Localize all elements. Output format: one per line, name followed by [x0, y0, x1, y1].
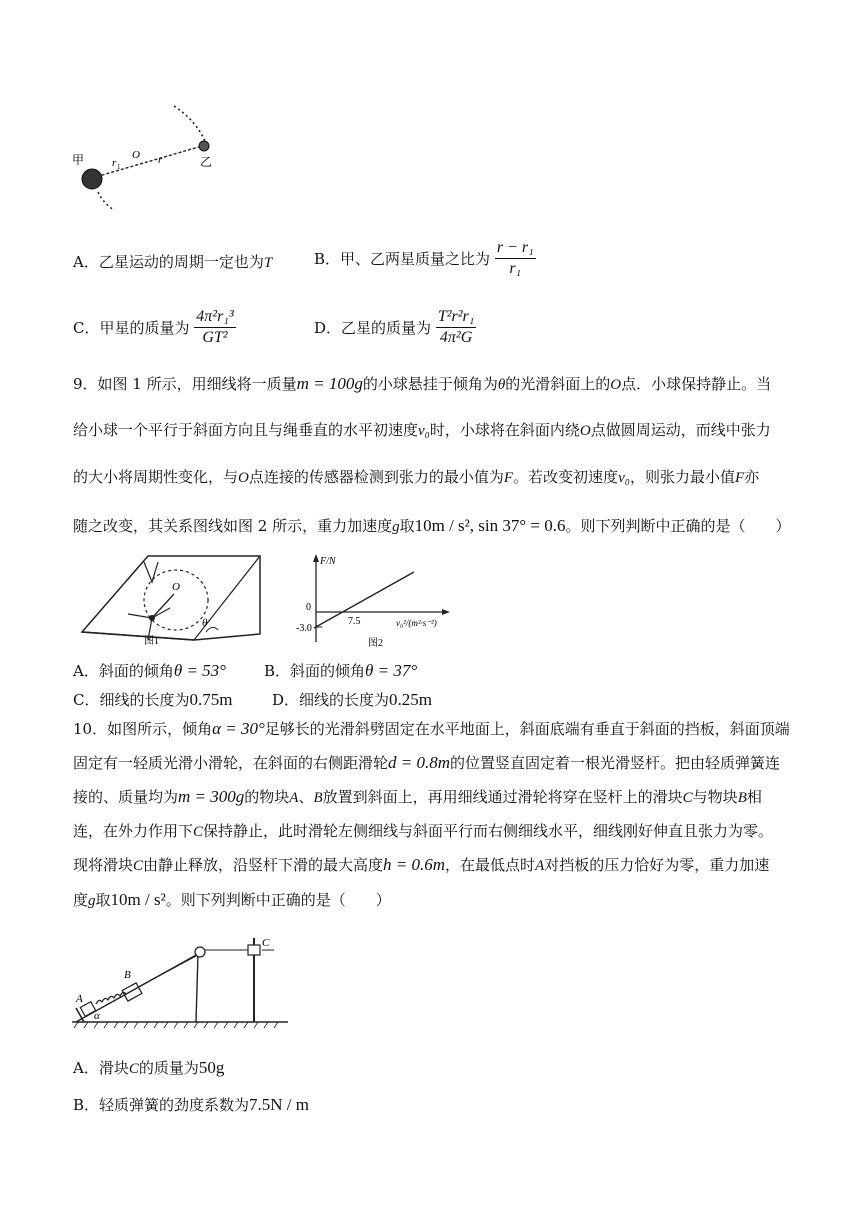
fig10-alpha: α	[94, 1010, 100, 1022]
q9-line-4: 随之改变，其关系图线如图 2 所示，重力加速度g取10m / s², sin 37° = 0.6。则下列判断中正确的是（ ）	[73, 516, 791, 535]
label-O: O	[132, 149, 140, 161]
q10-line-3: 接的、质量均为m = 300g的物块A、B放置到斜面上，再用细线通过滑轮将穿在竖杆上的滑块C与物块B相	[73, 787, 762, 806]
q8-option-a: A．乙星运动的周期一定也为T	[73, 253, 273, 271]
q9-option-c: C．细线的长度为0.75m	[73, 690, 233, 709]
q10-line-1: 10．如图所示，倾角α = 30°足够长的光滑斜劈固定在水平地面上，斜面底端有垂直于斜面的挡板，斜面顶端	[73, 719, 790, 738]
fig10-B: B	[124, 969, 131, 981]
q10-line-5: 现将滑块C由静止释放，沿竖杆下滑的最大高度h = 0.6m，在最低点时A对挡板的压力恰好为零，重力加速	[73, 855, 770, 874]
fig2-xint: 7.5	[348, 616, 361, 627]
q10-line-6: 度g取10m / s²。则下列判断中正确的是（ ）	[73, 890, 391, 909]
q10-line-2: 固定有一轻质光滑小滑轮，在斜面的右侧距滑轮d = 0.8m的位置竖直固定着一根光滑竖杆。把由轻质弹簧连	[73, 753, 781, 772]
fig10-C: C	[262, 937, 270, 949]
q9-option-b: B．斜面的倾角θ = 37°	[264, 661, 418, 680]
q9-option-d: D．细线的长度为0.25m	[272, 690, 433, 709]
fig1-caption: 图1	[144, 636, 159, 647]
q10-line-4: 连，在外力作用下C保持静止，此时滑轮左侧细线与斜面平行而右侧细线水平，细线刚好伸直且张力为零。	[73, 822, 774, 840]
fig2-ylabel: F/N	[320, 556, 336, 567]
fig1-O: O	[172, 581, 180, 593]
fig10-A: A	[76, 993, 83, 1005]
q9-line-2: 给小球一个平行于斜面方向且与绳垂直的水平初速度v₀时，小球将在斜面内绕O点做圆周运动，而线中张力	[73, 421, 771, 439]
q9-line-1: 9．如图 1 所示，用细线将一质量m = 100g的小球悬挂于倾角为θ的光滑斜面上的O点．小球保持静止。当	[73, 374, 772, 393]
q9-figure-2	[296, 550, 466, 650]
label-jia: 甲	[72, 153, 85, 167]
fig2-caption: 图2	[368, 638, 383, 649]
binary-star-figure	[70, 100, 230, 215]
q8-option-b: B．甲、乙两星质量之比为 $\frac{\text{r − r₁}}{\text{r₁}}$	[314, 239, 534, 277]
label-yi: 乙	[200, 155, 213, 169]
label-r1-sub: 1	[117, 163, 121, 171]
q8-option-c: C．甲星的质量为 $\frac{\text{4π²r₁³}}{\text{GT²}}$	[73, 308, 234, 346]
q8-option-d: D．乙星的质量为 $\frac{\text{T²r²r₁}}{\text{4π²G}}$	[314, 308, 475, 346]
fig1-theta: θ	[202, 617, 208, 629]
q9-option-a: A．斜面的倾角θ = 53°	[73, 661, 226, 680]
q10-figure	[68, 928, 298, 1034]
label-r: r	[158, 154, 163, 166]
fig2-zero: 0	[306, 602, 311, 613]
q10-option-b: B．轻质弹簧的劲度系数为7.5N / m	[73, 1095, 310, 1114]
q10-option-a: A．滑块C的质量为50g	[73, 1058, 225, 1077]
fig2-xlabel: v₀²/(m²·s⁻²)	[396, 618, 437, 628]
label-r1: r	[112, 157, 117, 169]
q9-line-3: 的大小将周期性变化，与O点连接的传感器检测到张力的最小值为F。若改变初速度v₀，则张力最小值F亦	[73, 468, 760, 486]
q9-figure-1	[78, 548, 278, 648]
fig2-yint: -3.0	[296, 623, 312, 634]
